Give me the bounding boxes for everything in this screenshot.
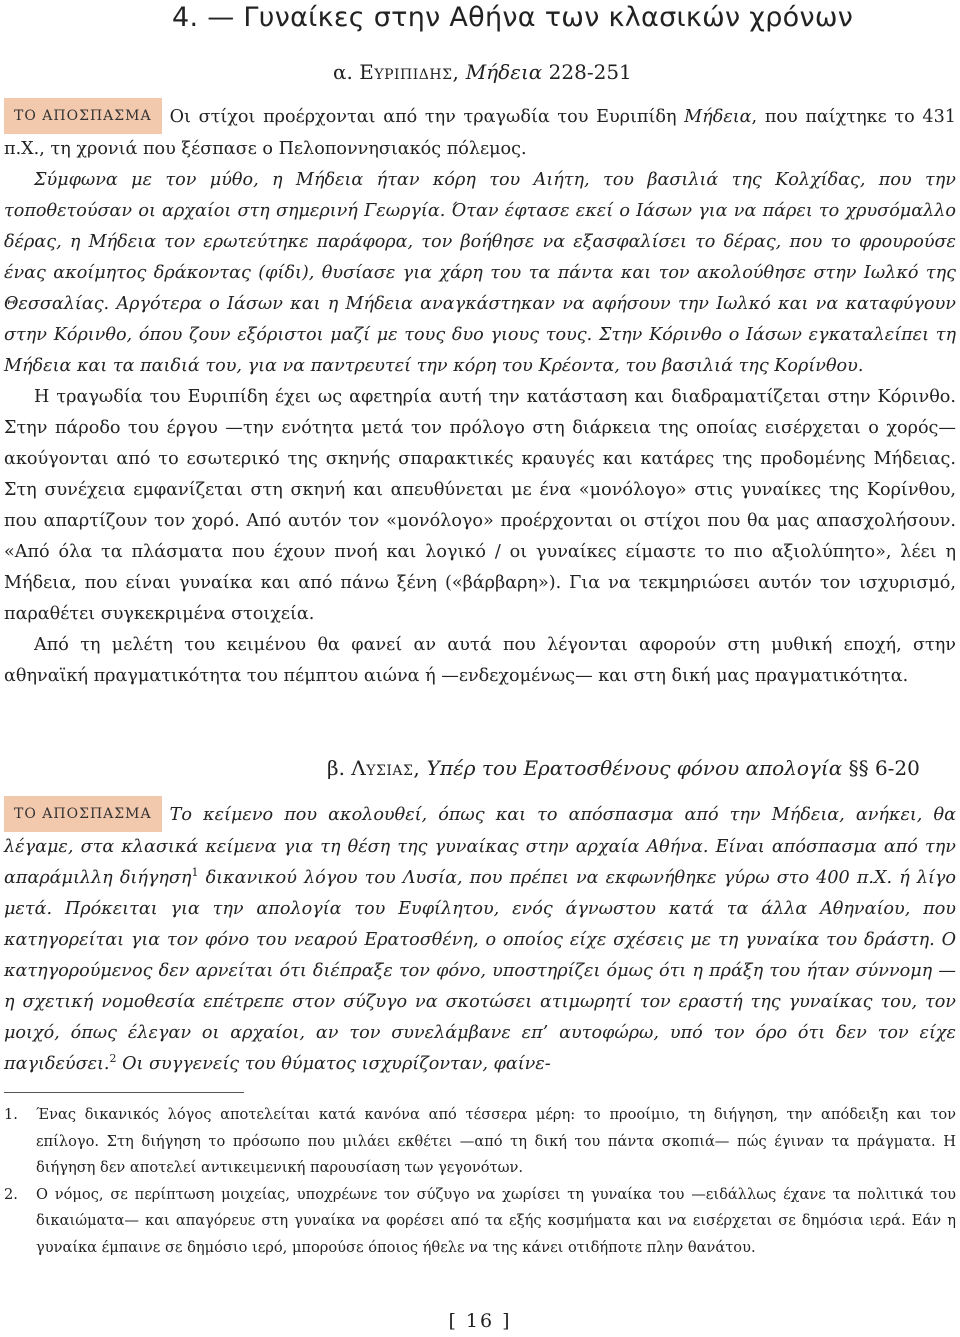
section-a-heading [333, 60, 632, 84]
section-b-heading [327, 756, 920, 780]
footnote-text: Ένας δικανικός λόγος αποτελείται κατά κανόνα από τέσσερα μέρη: το προοίμιο, τη διήγηση, την απόδειξη και τον επίλογο. Στη διήγηση το πρόσωπο που μιλάει εκθέτει —από τη δική του πάντα σκοπιά— πώς έγιναν τα πράγματα. Η διήγηση δεν αποτελεί αντικειμενική παρουσίαση των γεγονότων. [36, 1106, 956, 1176]
footnotes [4, 1102, 956, 1261]
section-b-work: Υπέρ του Ερατοσθένους φόνου απολογία [426, 756, 843, 780]
footnote-1 [4, 1102, 956, 1182]
excerpt-badge: ΤΟ ΑΠΟΣΠΑΣΜΑ [4, 796, 162, 832]
footnote-text: Ο νόμος, σε περίπτωση μοιχείας, υποχρέωνε τον σύζυγο να χωρίσει τη γυναίκα του —ειδάλλως έχανε τα πολιτικά του δικαιώματα— και απαγόρευε στη γυναίκα να φορέσει από τα εξής κοσμήματα και να εισέρχεται σε δημόσια ιερά. Εάν η γυναίκα έμπαινε σε δημόσιο ιερό, μπορούσε όποιος ήθελε να της κάνει οτιδήποτε πλην θανάτου. [36, 1185, 956, 1256]
footnote-ref-2[interactable]: 2 [109, 1052, 117, 1066]
chapter-title: 4. — Γυναίκες στην Αθήνα των κλασικών χρόνων [172, 2, 854, 33]
section-b-label: β. [327, 756, 345, 780]
section-a-body [4, 98, 956, 692]
section-b-body [4, 796, 956, 1080]
footnote-divider [4, 1092, 244, 1093]
page-number: [ 16 ] [448, 1310, 512, 1332]
section-b-ref: §§ 6-20 [848, 756, 920, 780]
footnote-ref-1[interactable]: 1 [191, 866, 199, 880]
section-a-label: α. [333, 60, 353, 84]
footnote-number: 1. [4, 1106, 18, 1123]
footnote-2 [4, 1182, 956, 1262]
section-a-author: Ευριπιδης, [359, 60, 460, 84]
section-a-work: Μήδεια [465, 60, 543, 84]
section-b-paragraph-1: ΤΟ ΑΠΟΣΠΑΣΜΑ Το κείμενο που ακολουθεί, όπως και το απόσπασμα από την Μήδεια, ανήκει, θα λέγαμε, στα κλασικά κείμενα για τη θέση της γυναίκας στην αρχαία Αθήνα. Είναι απόσπασμα από την απαράμιλλη διήγηση$^1$ δικανικού λόγου του Λυσία, που πρέπει να εκφωνήθηκε γύρω στο 400 π.Χ. ή λίγο μετά. Πρόκειται για την απολογία του Ευφίλητου, ενός άγνωστου κατά τα άλλα Αθηναίου, που κατηγορείται για τον φόνο του νεαρού Ερατοσθένη, ο οποίος είχε σχέσεις με τη γυναίκα του δράστη. Ο κατηγορούμενος δεν αρνείται ότι διέπραξε τον φόνο, υποστηρίζει όμως ότι η πράξη του ήταν σύννομη —η σχετική νομοθεσία επέτρεπε στον σύζυγο να σκοτώσει ατιμωρητί τον εραστή της γυναίκας του, τον μοιχό, όπως έλεγαν οι αρχαίοι, αν τον συνελάμβανε επ’ αυτοφώρω, υπό τον όρο ότι δεν τον είχε παγιδεύσει.$^2$ Οι συγγενείς του θύματος ισχυρίζονταν, φαίνε- [4, 796, 956, 1080]
footnote-number: 2. [4, 1185, 18, 1203]
section-a-paragraph-1: ΤΟ ΑΠΟΣΠΑΣΜΑ Οι στίχοι προέρχονται από την τραγωδία του Ευριπίδη Μήδεια, που παίχτηκε το 431 π.Χ., τη χρονιά που ξέσπασε ο Πελοποννησιακός πόλεμος. [4, 98, 956, 165]
excerpt-badge: ΤΟ ΑΠΟΣΠΑΣΜΑ [4, 98, 162, 134]
section-a-paragraph-2: Σύμφωνα με τον μύθο, η Μήδεια ήταν κόρη του Αιήτη, του βασιλιά της Κολχίδας, που την τοποθετούσαν οι αρχαίοι στη σημερινή Γεωργία. Όταν έφτασε εκεί ο Ιάσων για να πάρει το χρυσόμαλλο δέρας, η Μήδεια τον ερωτεύτηκε παράφορα, τον βοήθησε να εξασφαλίσει το δέρας, που το φρουρούσε ένας ακοίμητος δράκοντας (φίδι), θυσίασε για χάρη του τα πάντα και τον ακολούθησε στην Ιωλκό της Θεσσαλίας. Αργότερα ο Ιάσων και η Μήδεια αναγκάστηκαν να αφήσουν την Ιωλκό και να καταφύγουν στην Κόρινθο, όπου ζουν εξόριστοι μαζί με τους δυο γιους τους. Στην Κόρινθο ο Ιάσων εγκαταλείπει τη Μήδεια και τα παιδιά του, για να παντρευτεί την κόρη του Κρέοντα, του βασιλιά της Κορίνθου. [4, 170, 956, 376]
section-a-ref: 228-251 [548, 60, 632, 84]
section-a-paragraph-3: Η τραγωδία του Ευριπίδη έχει ως αφετηρία αυτή την κατάσταση και διαδραματίζεται στην Κόρινθο. Στην πάροδο του έργου —την ενότητα μετά τον πρόλογο στη διάρκεια της οποίας εισέρχεται ο χορός— ακούγονται από το εσωτερικό της σκηνής σπαρακτικές κραυγές και κατάρες της προδομένης Μήδειας. Στη συνέχεια εμφανίζεται στη σκηνή και απευθύνεται με ένα «μονόλογο» στις γυναίκες της Κορίνθου, που απαρτίζουν τον χορό. Από αυτόν τον «μονόλογο» προέρχονται οι στίχοι που θα μας απασχολήσουν. «Από όλα τα πλάσματα που έχουν πνοή και λογικό / οι γυναίκες είμαστε το πιο αξιολύπητο», λέει η Μήδεια, που είναι γυναίκα και από πάνω ξένη («βάρβαρη»). Για να τεκμηριώσει αυτόν τον ισχυρισμό, παραθέτει συγκεκριμένα στοιχεία. [4, 387, 956, 624]
section-b-author: Λυσιας, [351, 756, 421, 780]
section-a-paragraph-4: Από τη μελέτη του κειμένου θα φανεί αν αυτά που λέγονται αφορούν στη μυθική εποχή, στην αθηναϊκή πραγματικότητα του πέμπτου αιώνα ή —ενδεχομένως— και στη δική μας πραγματικότητα. [4, 635, 956, 686]
